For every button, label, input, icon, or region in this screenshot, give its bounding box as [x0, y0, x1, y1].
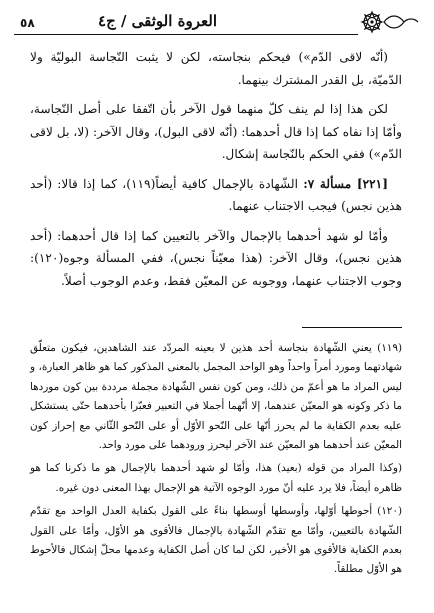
issue-text: الشّهادة بالإجمال كافية أيضاً(١١٩)، كما إذا قالا: (أحد هذين نجس) فيجب الاجتناب عنهما.	[30, 176, 402, 213]
page-number: ٥٨	[20, 16, 35, 30]
main-text	[30, 46, 402, 299]
footnote-119-cont: (وكذا المراد من قوله (بعيد) هذا، وأمّا لو شهد أحدهما بالإجمال هو ما ذكرنا كما هو ظاهره أيضاً، فلا يرد عليه أنّ مورد الوجوه الآتية هو الإجمال بهذا المعنى دون غيره.	[30, 462, 402, 494]
paragraph: وأمّا لو شهد أحدهما بالإجمال والآخر بالتعيين كما إذا قال أحدهما: (أحد هذين نجس)، وقال الآخر: (هذا معيّناً نجس)، ففي المسألة وجوه(١٢٠): وجوب الاجتناب عنهما، ووجوبه عن المعيّن فقط، وعدم الوجوب أصلاً.	[30, 228, 402, 288]
ornament-icon	[360, 10, 420, 34]
paragraph: لكن هذا إذا لم ينف كلّ منهما قول الآخر بأن اتّفقا على أصل النّجاسة، وأمّا إذا نفاه كما إذا قال أحدهما: (أنّه لاقى البول)، وقال الآخر: (لا، بل لاقى الدّم») ففي الحكم بالنّجاسة إشكال.	[30, 102, 402, 161]
footnote-separator	[302, 327, 402, 328]
footnotes	[30, 339, 402, 584]
paragraph: (أنّه لاقى الدّم») فيحكم بنجاسته، لكن لا يثبت النّجاسة البوليّة ولا الدّميّة، بل القدر المشترك بينهما.	[30, 50, 402, 87]
paragraph-issue	[30, 173, 402, 218]
footnote-120: (١٢٠) أحوطها أوّلها، وأوسطها أوسطها بناءً على القول بكفاية العدل الواحد مع تقدّم الشّهادة بالتعيين، وأمّا مع تقدّم الشّهادة بالإجمال فالأقوى هو الأوّل، وأمّا على القول بعدم الكفاية فالأقوى هو الأخير، لكن لما كان أصل الكفاية وعدمها محلّ إشكال فالأحوط هو الأوّل مطلقاً.	[30, 505, 402, 576]
header-rule	[14, 34, 358, 35]
page-header	[14, 10, 420, 36]
book-title: العروة الوثقى / ج٤	[98, 12, 217, 30]
issue-label: [٢٢١] مسألة ٧:	[303, 176, 389, 191]
footnote-119: (١١٩) يعني الشّهادة بنجاسة أحد هذين لا بعينه المردّد عند الشاهدين، فيكون متعلّق شهادتهما ومورد أمراً واحداً وهو الواحد المجمل بالمعنى المذكور كما هو ظاهر العبارة، و ليس المراد ما هو أعمّ من ذلك، ومن كون نفس الشّهادة مجملة مرددة بين كون موردها ما ذكر وكونه هو المعيّن عندهما، إلا أنّهما أجملا في التعبير فعبّرا بأحدهما حتّى يستشكل عليه بعدم الكفاية ما لم يحرز أنّها على النّحو الأوّل أو على النّحو الثّاني مع إحراز كون المعيّن عند أحدهما هو المعيّن عند الآخر ليحرز ورودهما على مورد واحد.	[30, 342, 402, 452]
